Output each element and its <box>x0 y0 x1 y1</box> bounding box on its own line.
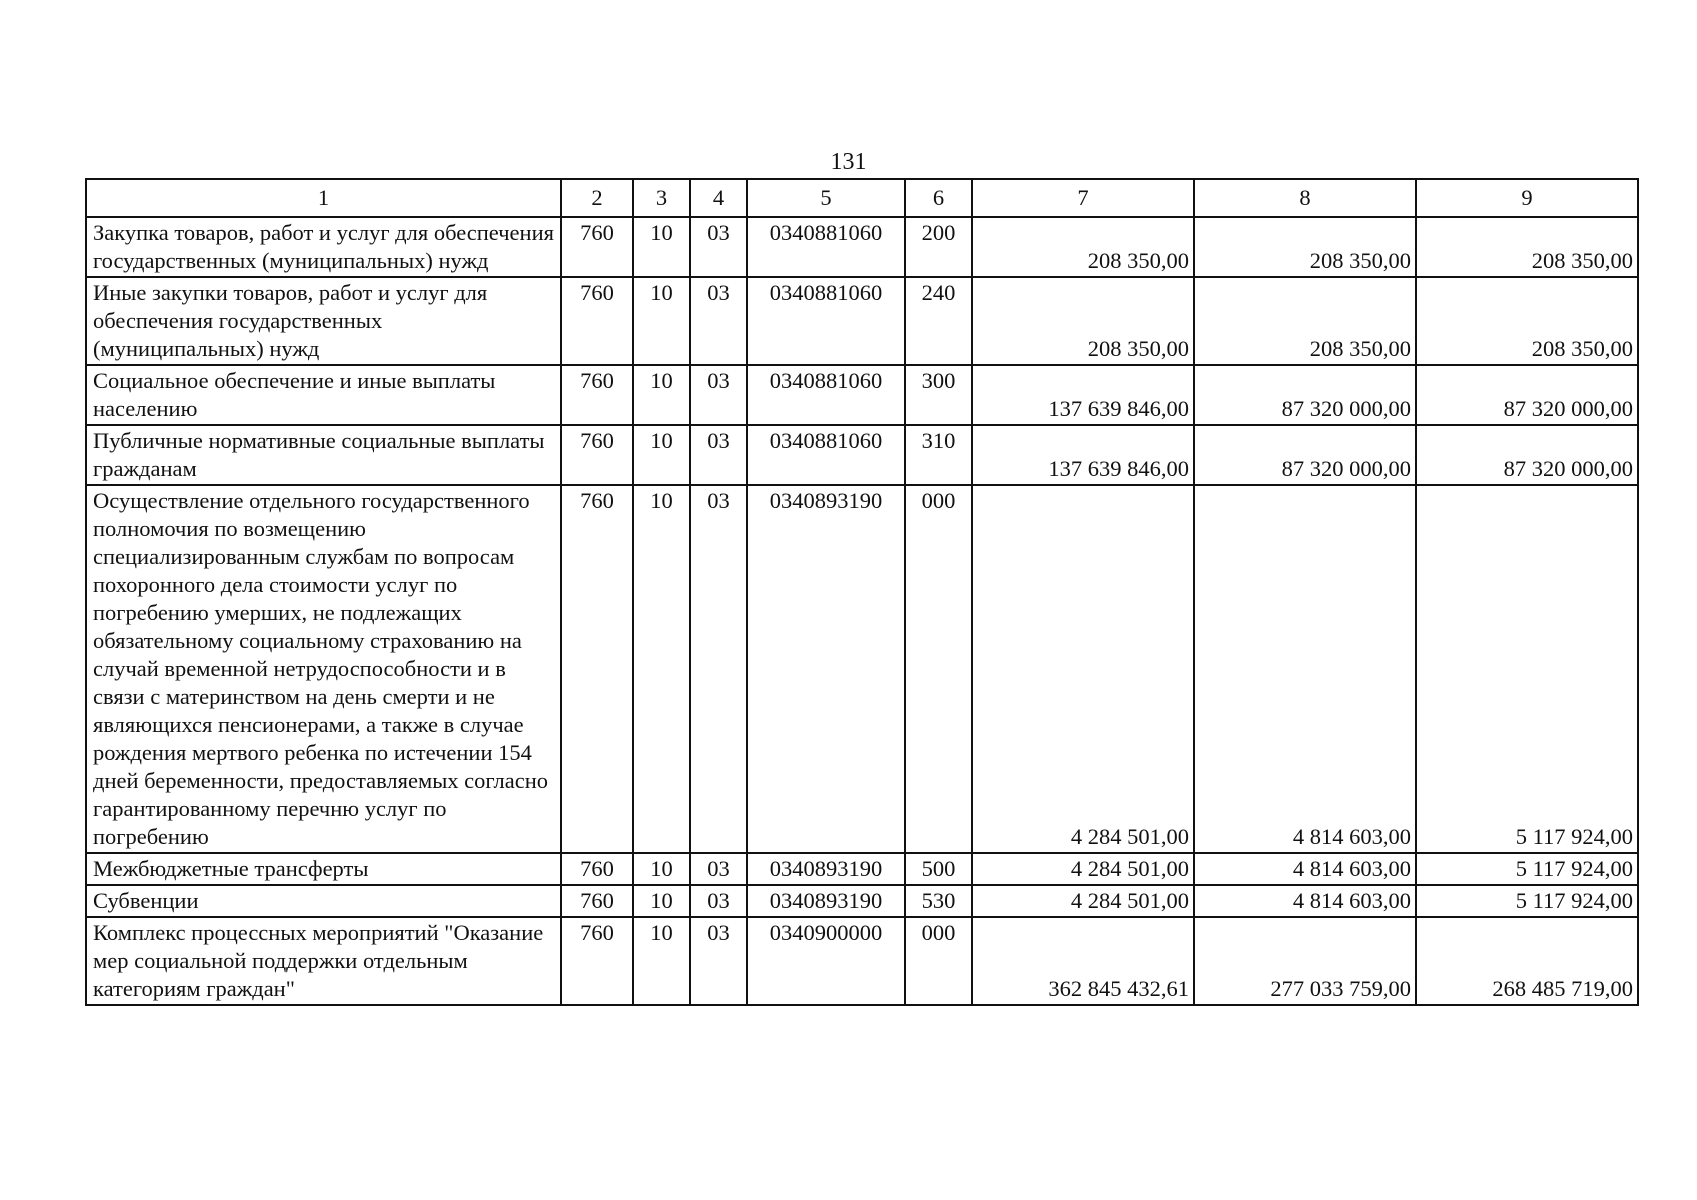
row-code-3: 10 <box>633 365 690 425</box>
row-code-5: 0340881060 <box>747 277 905 365</box>
row-amount-7: 137 639 846,00 <box>972 365 1194 425</box>
row-amount-8: 277 033 759,00 <box>1194 917 1416 1005</box>
row-code-5: 0340881060 <box>747 425 905 485</box>
row-name: Иные закупки товаров, работ и услуг для обеспечения государственных (муниципальных) нужд <box>86 277 561 365</box>
row-code-6: 000 <box>905 485 972 853</box>
column-header: 7 <box>972 179 1194 217</box>
row-code-3: 10 <box>633 853 690 885</box>
row-code-3: 10 <box>633 917 690 1005</box>
row-code-4: 03 <box>690 277 747 365</box>
table-row <box>86 425 1638 485</box>
page-number: 131 <box>830 149 867 175</box>
row-code-5: 0340881060 <box>747 365 905 425</box>
column-header: 8 <box>1194 179 1416 217</box>
row-amount-7: 4 284 501,00 <box>972 885 1194 917</box>
row-amount-9: 208 350,00 <box>1416 217 1638 277</box>
row-code-2: 760 <box>561 885 633 917</box>
row-amount-9: 5 117 924,00 <box>1416 853 1638 885</box>
row-code-6: 500 <box>905 853 972 885</box>
row-amount-9: 87 320 000,00 <box>1416 365 1638 425</box>
row-amount-7: 4 284 501,00 <box>972 485 1194 853</box>
row-amount-8: 87 320 000,00 <box>1194 365 1416 425</box>
row-code-3: 10 <box>633 425 690 485</box>
table-header-row <box>86 179 1638 217</box>
row-code-5: 0340893190 <box>747 485 905 853</box>
row-code-4: 03 <box>690 485 747 853</box>
row-code-2: 760 <box>561 217 633 277</box>
table-row <box>86 853 1638 885</box>
row-code-5: 0340900000 <box>747 917 905 1005</box>
row-code-4: 03 <box>690 217 747 277</box>
row-code-6: 310 <box>905 425 972 485</box>
row-code-2: 760 <box>561 853 633 885</box>
row-name: Публичные нормативные социальные выплаты гражданам <box>86 425 561 485</box>
table-row <box>86 365 1638 425</box>
column-header: 5 <box>747 179 905 217</box>
row-amount-9: 5 117 924,00 <box>1416 885 1638 917</box>
column-header: 4 <box>690 179 747 217</box>
row-amount-8: 208 350,00 <box>1194 217 1416 277</box>
table-row <box>86 217 1638 277</box>
table-row <box>86 277 1638 365</box>
row-name: Закупка товаров, работ и услуг для обеспечения государственных (муниципальных) нужд <box>86 217 561 277</box>
row-code-6: 240 <box>905 277 972 365</box>
row-code-4: 03 <box>690 917 747 1005</box>
row-code-6: 300 <box>905 365 972 425</box>
row-code-2: 760 <box>561 365 633 425</box>
row-amount-9: 208 350,00 <box>1416 277 1638 365</box>
row-code-4: 03 <box>690 853 747 885</box>
row-amount-8: 4 814 603,00 <box>1194 485 1416 853</box>
row-amount-7: 137 639 846,00 <box>972 425 1194 485</box>
column-header: 6 <box>905 179 972 217</box>
row-code-2: 760 <box>561 425 633 485</box>
row-name: Социальное обеспечение и иные выплаты населению <box>86 365 561 425</box>
row-code-3: 10 <box>633 885 690 917</box>
table-row <box>86 485 1638 853</box>
row-amount-7: 362 845 432,61 <box>972 917 1194 1005</box>
row-code-4: 03 <box>690 885 747 917</box>
row-code-6: 530 <box>905 885 972 917</box>
row-amount-7: 4 284 501,00 <box>972 853 1194 885</box>
row-name: Межбюджетные трансферты <box>86 853 561 885</box>
row-name: Комплекс процессных мероприятий "Оказание мер социальной поддержки отдельным категориям граждан" <box>86 917 561 1005</box>
table-row <box>86 885 1638 917</box>
row-code-4: 03 <box>690 425 747 485</box>
row-amount-8: 4 814 603,00 <box>1194 885 1416 917</box>
row-amount-7: 208 350,00 <box>972 277 1194 365</box>
row-amount-7: 208 350,00 <box>972 217 1194 277</box>
row-code-5: 0340893190 <box>747 885 905 917</box>
row-code-2: 760 <box>561 277 633 365</box>
column-header: 2 <box>561 179 633 217</box>
row-code-4: 03 <box>690 365 747 425</box>
row-amount-9: 5 117 924,00 <box>1416 485 1638 853</box>
row-code-6: 000 <box>905 917 972 1005</box>
row-name: Субвенции <box>86 885 561 917</box>
row-code-3: 10 <box>633 217 690 277</box>
column-header: 3 <box>633 179 690 217</box>
table-row <box>86 917 1638 1005</box>
column-header: 1 <box>86 179 561 217</box>
row-amount-8: 208 350,00 <box>1194 277 1416 365</box>
row-code-6: 200 <box>905 217 972 277</box>
row-code-3: 10 <box>633 485 690 853</box>
row-name: Осуществление отдельного государственного полномочия по возмещению специализированным службам по вопросам похоронного дела стоимости услуг по погребению умерших, не подлежащих обязательному социальному страхованию на случай временной нетрудоспособности и в связи с материнством на день смерти и не являющихся пенсионерами, а также в случае рождения мертвого ребенка по истечении 154 дней беременности, предоставляемых согласно гарантированному перечню услуг по погребению <box>86 485 561 853</box>
budget-table <box>85 178 1639 1006</box>
row-amount-9: 268 485 719,00 <box>1416 917 1638 1005</box>
column-header: 9 <box>1416 179 1638 217</box>
row-amount-9: 87 320 000,00 <box>1416 425 1638 485</box>
row-amount-8: 87 320 000,00 <box>1194 425 1416 485</box>
row-code-2: 760 <box>561 917 633 1005</box>
row-code-5: 0340881060 <box>747 217 905 277</box>
row-code-3: 10 <box>633 277 690 365</box>
row-amount-8: 4 814 603,00 <box>1194 853 1416 885</box>
row-code-5: 0340893190 <box>747 853 905 885</box>
row-code-2: 760 <box>561 485 633 853</box>
